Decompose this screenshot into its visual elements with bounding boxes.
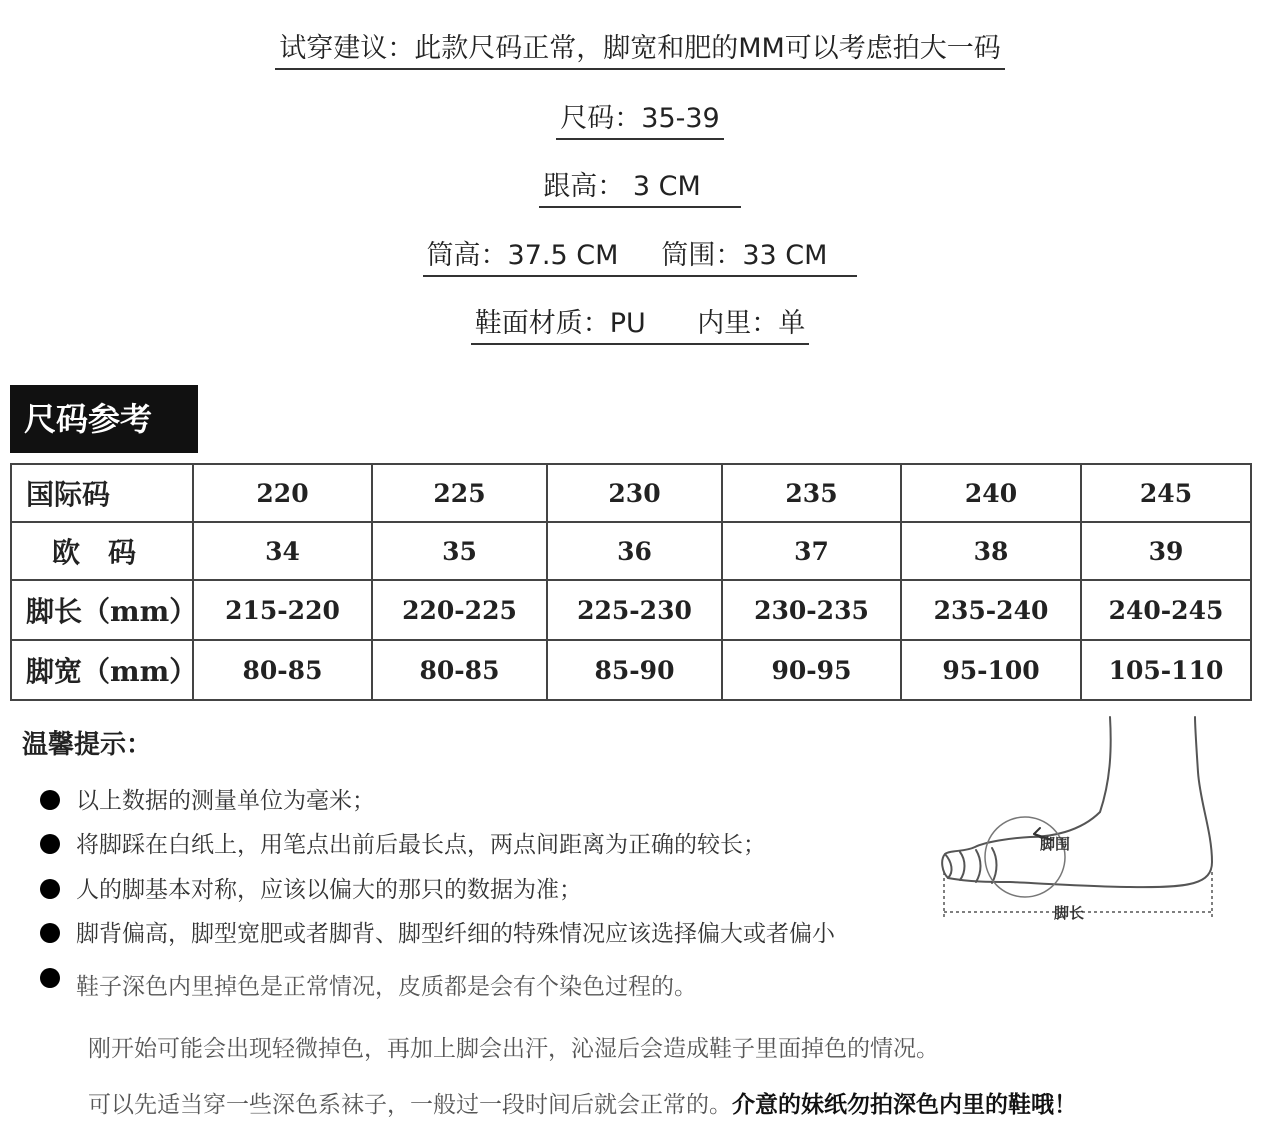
row-label: 脚宽（mm） bbox=[11, 640, 193, 700]
table-row bbox=[11, 580, 1251, 640]
tip-text: 将脚踩在白纸上，用笔点出前后最长点，两点间距离为正确的较长； bbox=[76, 832, 766, 858]
table-cell: 220-225 bbox=[372, 580, 547, 640]
tip-continuation-text: 可以先适当穿一些深色系袜子，一般过一段时间后就会正常的。 bbox=[88, 1092, 732, 1118]
shaft-circumference-text: 筒围：33 CM bbox=[661, 240, 828, 271]
row-label: 欧 码 bbox=[11, 522, 193, 580]
row-label: 脚长（mm） bbox=[11, 580, 193, 640]
table-cell: 215-220 bbox=[193, 580, 372, 640]
table-cell: 220 bbox=[193, 464, 372, 522]
tips-title: 温馨提示： bbox=[22, 730, 153, 760]
table-cell: 235 bbox=[722, 464, 901, 522]
tip-text: 人的脚基本对称，应该以偏大的那只的数据为准； bbox=[76, 877, 582, 903]
table-cell: 225 bbox=[372, 464, 547, 522]
tip-text: 鞋子深色内里掉色是正常情况，皮质都是会有个染色过程的。 bbox=[76, 974, 697, 1000]
table-cell: 39 bbox=[1081, 522, 1251, 580]
material-specs bbox=[0, 307, 1280, 345]
table-row bbox=[11, 464, 1251, 522]
lining-text: 内里：单 bbox=[697, 308, 806, 339]
table-cell: 240-245 bbox=[1081, 580, 1251, 640]
tip-text: 脚背偏高，脚型宽肥或者脚背、脚型纤细的特殊情况应该选择偏大或者偏小 bbox=[76, 921, 835, 947]
fit-advice bbox=[0, 32, 1280, 70]
table-cell: 230 bbox=[547, 464, 722, 522]
table-cell: 85-90 bbox=[547, 640, 722, 700]
bullet-icon bbox=[40, 834, 60, 854]
tip-item bbox=[40, 915, 835, 948]
shaft-specs-line bbox=[423, 239, 858, 277]
table-cell: 35 bbox=[372, 522, 547, 580]
tip-text: 以上数据的测量单位为毫米； bbox=[76, 788, 375, 814]
row-label: 国际码 bbox=[11, 464, 193, 522]
bullet-icon bbox=[40, 968, 60, 988]
tip-item bbox=[40, 782, 375, 815]
table-cell: 230-235 bbox=[722, 580, 901, 640]
bullet-icon bbox=[40, 879, 60, 899]
tip-item bbox=[40, 871, 582, 904]
table-cell: 245 bbox=[1081, 464, 1251, 522]
size-reference-title: 尺码参考 bbox=[10, 385, 198, 453]
size-table bbox=[10, 463, 1252, 701]
table-cell: 225-230 bbox=[547, 580, 722, 640]
table-row bbox=[11, 640, 1251, 700]
table-cell: 36 bbox=[547, 522, 722, 580]
tip-emphasis: 介意的妹纸勿拍深色内里的鞋哦！ bbox=[732, 1092, 1077, 1118]
fit-advice-text: 试穿建议：此款尺码正常，脚宽和肥的MM可以考虑拍大一码 bbox=[275, 32, 1005, 70]
length-label: 脚长 bbox=[1054, 904, 1085, 922]
table-cell: 34 bbox=[193, 522, 372, 580]
upper-material-text: 鞋面材质：PU bbox=[474, 308, 646, 339]
table-cell: 80-85 bbox=[372, 640, 547, 700]
tip-item bbox=[40, 968, 697, 1001]
table-cell: 105-110 bbox=[1081, 640, 1251, 700]
table-cell: 90-95 bbox=[722, 640, 901, 700]
shaft-specs bbox=[0, 239, 1280, 277]
tip-item bbox=[40, 826, 766, 859]
material-specs-line bbox=[471, 307, 810, 345]
size-range-text: 尺码：35-39 bbox=[556, 102, 723, 140]
table-cell: 235-240 bbox=[901, 580, 1081, 640]
shaft-height-text: 筒高：37.5 CM bbox=[426, 240, 619, 271]
table-cell: 80-85 bbox=[193, 640, 372, 700]
tip-continuation: 刚开始可能会出现轻微掉色，再加上脚会出汗，沁湿后会造成鞋子里面掉色的情况。 bbox=[88, 1036, 939, 1062]
bullet-icon bbox=[40, 790, 60, 810]
table-cell: 95-100 bbox=[901, 640, 1081, 700]
tip-continuation bbox=[88, 1086, 1077, 1119]
girth-label: 脚围 bbox=[1040, 835, 1071, 853]
table-cell: 240 bbox=[901, 464, 1081, 522]
table-cell: 38 bbox=[901, 522, 1081, 580]
bullet-icon bbox=[40, 923, 60, 943]
table-row bbox=[11, 522, 1251, 580]
table-cell: 37 bbox=[722, 522, 901, 580]
foot-measure-icon bbox=[930, 712, 1230, 927]
heel-height-text: 跟高： 3 CM bbox=[539, 170, 741, 208]
size-range bbox=[0, 102, 1280, 140]
heel-height bbox=[0, 170, 1280, 208]
